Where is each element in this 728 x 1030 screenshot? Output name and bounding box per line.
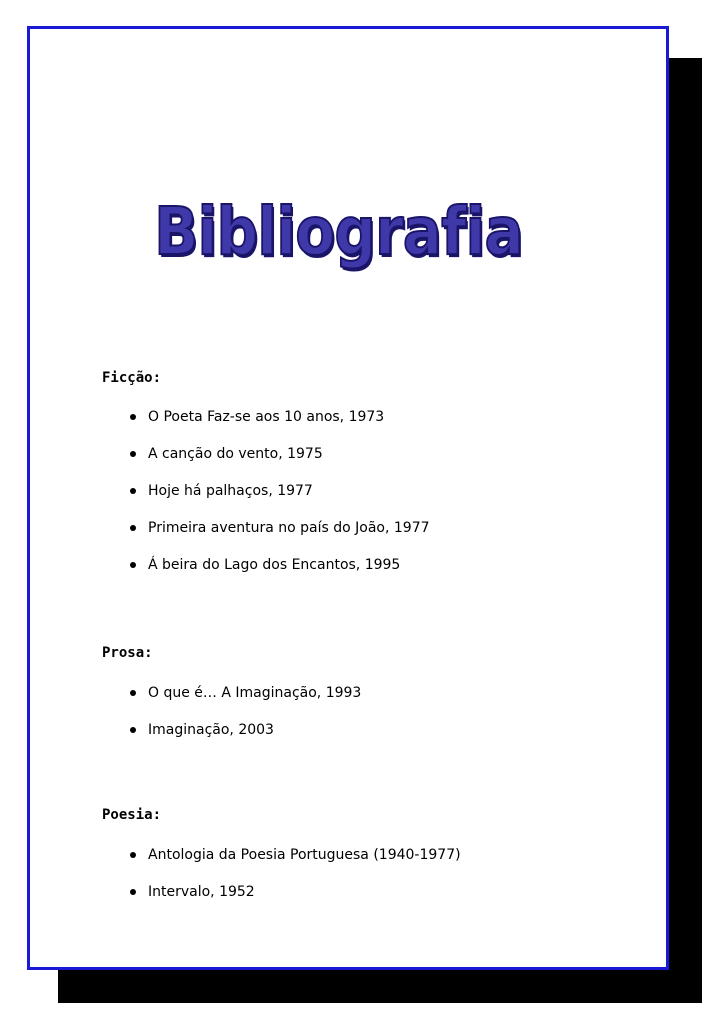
list-item [102,444,662,464]
page-title: Bibliografia [153,193,523,270]
section-ficcao [102,368,662,575]
bullet-icon [130,727,136,733]
section-heading: Ficção: [102,370,162,386]
list-item [102,882,662,902]
list-item-text: Primeira aventura no país do João, 1977 [148,520,430,536]
bibliography-list [102,845,662,902]
title-area [30,193,666,270]
section-heading: Prosa: [102,645,153,661]
document-page [27,26,669,970]
list-item-text: A canção do vento, 1975 [148,446,323,462]
bullet-icon [130,852,136,858]
bibliography-list [102,683,662,740]
bullet-icon [130,525,136,531]
list-item [102,407,662,427]
bibliography-list [102,407,662,575]
bullet-icon [130,690,136,696]
section-prosa [102,643,662,740]
list-item-text: Antologia da Poesia Portuguesa (1940-1977) [148,847,461,863]
bullet-icon [130,562,136,568]
bullet-icon [130,414,136,420]
list-item-text: Intervalo, 1952 [148,884,255,900]
section-heading: Poesia: [102,807,162,823]
section-poesia [102,805,662,902]
list-item [102,555,662,575]
list-item [102,845,662,865]
list-item [102,481,662,501]
bullet-icon [130,488,136,494]
list-item [102,720,662,740]
list-item-text: Imaginação, 2003 [148,722,274,738]
bullet-icon [130,889,136,895]
list-item-text: Á beira do Lago dos Encantos, 1995 [148,557,401,573]
list-item-text: O que é… A Imaginação, 1993 [148,685,362,701]
list-item [102,518,662,538]
list-item-text: Hoje há palhaços, 1977 [148,483,313,499]
list-item [102,683,662,703]
bullet-icon [130,451,136,457]
list-item-text: O Poeta Faz-se aos 10 anos, 1973 [148,409,385,425]
